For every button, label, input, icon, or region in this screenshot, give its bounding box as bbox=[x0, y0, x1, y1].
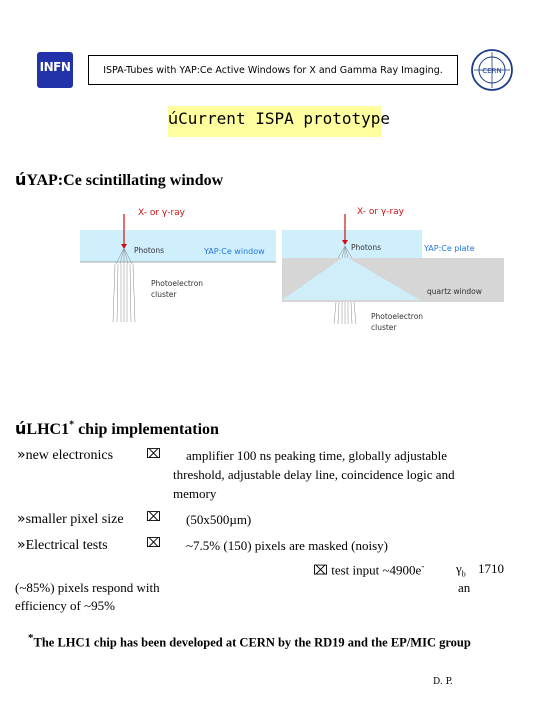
left-cluster-label-2: cluster bbox=[151, 290, 177, 299]
item-bullet-icon: » bbox=[17, 511, 26, 527]
left-cluster-label-1: Photoelectron bbox=[151, 279, 204, 288]
right-ray-label: X- or γ-ray bbox=[357, 207, 405, 217]
gamma-symbol bbox=[456, 561, 466, 579]
left-ray-label: X- or γ-ray bbox=[138, 208, 186, 218]
scintillator-diagrams bbox=[0, 200, 540, 340]
gamma-sub: b bbox=[461, 569, 466, 579]
right-cluster-label-1: Photoelectron bbox=[371, 312, 424, 321]
item-desc-line: threshold, adjustable delay line, coincidence logic and bbox=[173, 467, 455, 482]
respond-line: (~85%) pixels respond with bbox=[15, 580, 160, 595]
test-input-text: test input ~4900e bbox=[331, 562, 422, 578]
left-photons-label: Photons bbox=[134, 246, 165, 255]
checkbox-mark-icon: ⌧ bbox=[313, 563, 328, 579]
test-input-line bbox=[313, 561, 424, 578]
item-label: smaller pixel size bbox=[25, 512, 124, 527]
footnote-text: The LHC1 chip has been developed at CERN by the RD19 and the EP/MIC group bbox=[33, 635, 471, 650]
left-diagram bbox=[80, 214, 276, 322]
footnote bbox=[28, 632, 471, 650]
infn-logo-text: INFN bbox=[39, 60, 71, 74]
header-title-box bbox=[88, 55, 458, 85]
slide-title-text: Current ISPA prototype bbox=[178, 109, 391, 128]
checkbox-mark-icon: ⌧ bbox=[146, 536, 161, 551]
title-bullet-icon: ú bbox=[168, 109, 179, 128]
right-cluster-label-2: cluster bbox=[371, 323, 397, 332]
cern-logo bbox=[470, 48, 514, 92]
checkbox-mark-icon: ⌧ bbox=[146, 510, 161, 525]
section-yap-heading bbox=[15, 170, 223, 190]
item-smaller-pixel-size bbox=[17, 511, 124, 528]
test-input-sup: - bbox=[421, 561, 425, 571]
test-input-an: an bbox=[458, 580, 471, 595]
item-bullet-icon: » bbox=[17, 537, 26, 553]
author-initials: D. P. bbox=[433, 677, 453, 687]
infn-logo bbox=[37, 52, 73, 88]
item-desc-line: ~7.5% (150) pixels are masked (noisy) bbox=[186, 538, 388, 553]
yap-window-label: YAP:Ce window bbox=[204, 247, 265, 256]
item-desc-line: amplifier 100 ns peaking time, globally adjustable bbox=[186, 448, 448, 463]
section-lhc1-heading-rest: chip implementation bbox=[74, 421, 219, 438]
item-desc-line: (50x500µm) bbox=[186, 512, 252, 527]
test-input-value: 1710 bbox=[478, 561, 504, 576]
right-diagram bbox=[282, 214, 504, 324]
gamma-letter: γ bbox=[456, 561, 462, 576]
yap-plate-label: YAP:Ce plate bbox=[424, 244, 475, 253]
item-new-electronics bbox=[17, 447, 113, 464]
section-lhc1-heading bbox=[15, 419, 219, 439]
header-title: ISPA-Tubes with YAP:Ce Active Windows for X and Gamma Ray Imaging. bbox=[103, 64, 443, 76]
section-lhc1-heading-text: LHC1 bbox=[26, 421, 70, 438]
item-electrical-tests bbox=[17, 537, 108, 554]
section-bullet-icon: ú bbox=[15, 170, 27, 189]
heading-footnote-marker: * bbox=[69, 419, 75, 431]
section-bullet-icon: ú bbox=[15, 419, 27, 438]
cern-logo-text: CERN bbox=[482, 67, 502, 75]
item-bullet-icon: » bbox=[17, 447, 26, 463]
item-desc-line: memory bbox=[173, 486, 217, 501]
yap-window-slab bbox=[80, 230, 276, 262]
item-label: new electronics bbox=[25, 448, 114, 463]
respond-line: efficiency of ~95% bbox=[15, 598, 115, 613]
right-photons-label: Photons bbox=[351, 243, 382, 252]
footnote-star: * bbox=[28, 632, 34, 644]
section-yap-heading-text: YAP:Ce scintillating window bbox=[26, 172, 224, 189]
checkbox-mark-icon: ⌧ bbox=[146, 447, 161, 462]
slide-title bbox=[168, 109, 391, 128]
item-label: Electrical tests bbox=[25, 538, 108, 553]
quartz-window-label: quartz window bbox=[427, 287, 482, 296]
